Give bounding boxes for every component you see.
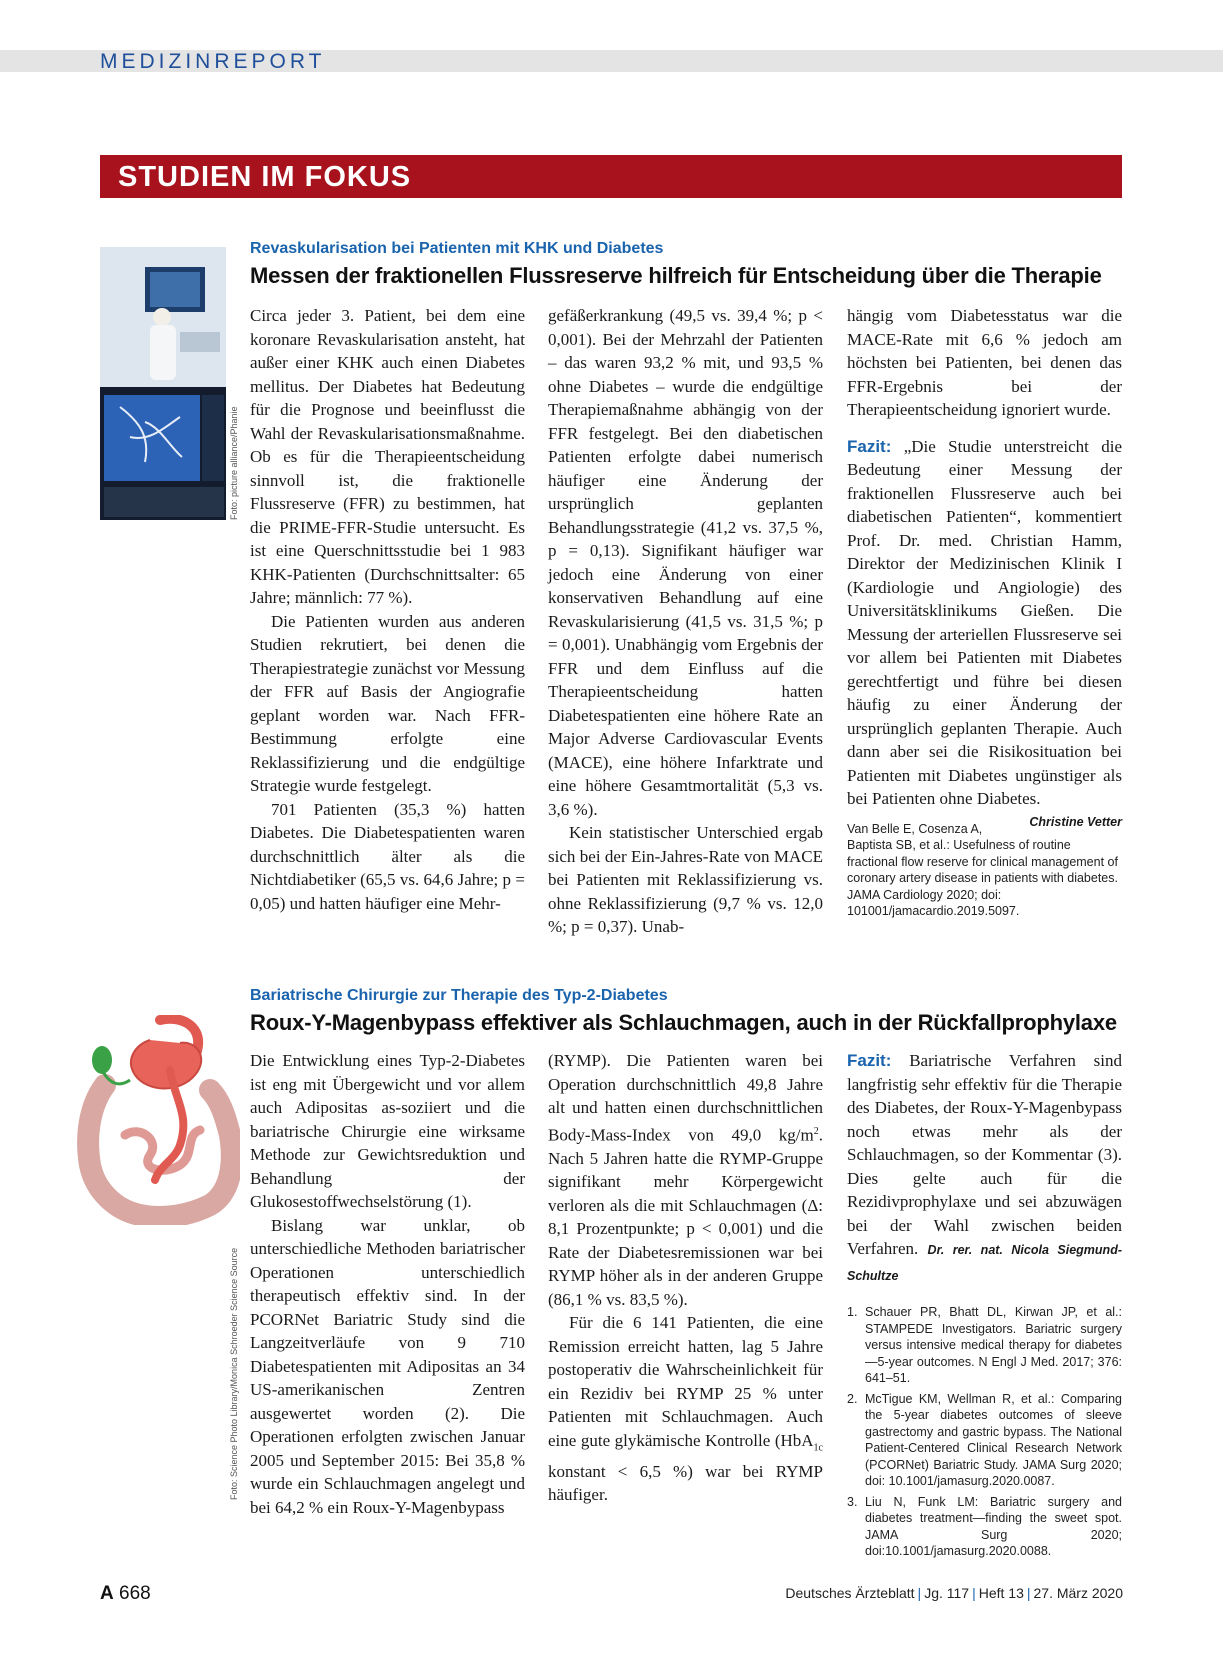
article1-photo-credit: Foto: picture alliance/Phanie xyxy=(229,406,239,520)
article1-fazit xyxy=(847,435,1123,829)
reference-text: Liu N, Funk LM: Bariatric surgery and diabetes treatment—finding the sweet spot. JAMA Surg 2020; doi:10.1001/jamasurg.2020.0088. xyxy=(865,1494,1122,1558)
page-prefix: A xyxy=(100,1583,114,1604)
article2-author: Dr. rer. nat. Nicola Siegmund-Schultze xyxy=(847,1243,1122,1283)
article1-fazit-text: „Die Studie unterstreicht die Bedeutung einer Messung der fraktionellen Flussreserve auch bei diabetischen Patienten“, kommentiert Prof. Dr. med. Christian Hamm, Direktor der Medizinischen Klinik I (Kardiologie und Angiologie) des Universitätsklinikums Gießen. Die Messung der arteriellen Flussreserve sei vor allem bei Patienten mit Diabetes gerechtfertigt und führe bei diesen häufig zu einer Änderung der ursprünglich geplanten Therapie. Auch dann aber sei die Risikosituation bei Patienten mit Diabetes ungünstiger als bei Patienten ohne Diabetes. xyxy=(847,436,1123,808)
reference-item xyxy=(847,1494,1122,1560)
gastric-bypass-illustration xyxy=(70,1015,240,1225)
article2-col1-paragraph: Die Entwicklung eines Typ-2-Diabetes ist eng mit Übergewicht und vor allem auch Adipositas as-soziiert und die bariatrische Chirurgie eine wirksame Methode zur Gewichtsreduktion und Behandlung der Glukosestoffwechselstörung (1). xyxy=(250,1051,525,1211)
article1-author: Christine Vetter xyxy=(1029,814,1122,829)
reference-number: 3. xyxy=(847,1494,858,1509)
reference-text: Schauer PR, Bhatt DL, Kirwan JP, et al.: STAMPEDE Investigators. Bariatric surgery versus intensive medical therapy for diabetes—5-year outcomes. N Engl J Med. 2017; 376: 641–51. xyxy=(865,1305,1122,1385)
article2-fazit-text: Bariatrische Verfahren sind langfristig sehr effektiv für die Therapie des Diabetes, der Roux-Y-Magenbypass noch etwas mehr als der Schlauchmagen, so der Kommentar (3). Dies gelte auch für die Rezidivprophylaxe und sei abzuwägen bei der Wahl zwischen beiden Verfahren. xyxy=(847,1051,1122,1258)
article1-col2-paragraph: gefäßerkrankung (49,5 vs. 39,4 %; p < 0,001). Bei der Mehrzahl der Patienten – das waren 93,2 % mit, und 93,5 % ohne Diabetes – wurde die endgültige Therapiemaßnahme abhängig von der FFR festgelegt. Bei den diabetischen Patienten erfolgte dabei numerisch häufiger eine Änderung der ursprünglich geplanten Behandlungsstrategie (41,2 vs. 37,5 %, p = 0,13). Signifikant häufiger war jedoch eine Änderung von einer konservativen Behandlung auf eine Revaskularisierung (41,5 vs. 31,5 %; p = 0,001). Unabhängig vom Ergebnis der FFR und dem Einfluss auf die Therapieentscheidung hatten Diabetespatienten eine höhere Rate an Major Adverse Cardiovascular Events (MACE), eine höhere Infarktrate und eine höhere Gesamtmortalität (5,3 vs. 3,6 %). xyxy=(548,306,823,819)
article2-col2-text: Für die 6 141 Patienten, die eine Remission erreicht hatten, lag 5 Jahre postoperativ die Wahrscheinlichkeit für ein Rezidiv bei RYMP 25 % unter Patienten mit Schlauchmagen. Auch eine gute glykämische Kontrolle (HbA xyxy=(548,1313,823,1450)
article1-col1-paragraph: Die Patienten wurden aus anderen Studien rekrutiert, bei denen die Therapiestrategie zunächst vor Messung der FFR auf Basis der Angiografie geplant worden war. Nach FFR-Bestimmung erfolgte eine Reklassifizierung und die endgültige Strategie wurde festgelegt. xyxy=(250,611,525,795)
journal-footer xyxy=(785,1585,1123,1601)
article2-fazit xyxy=(847,1049,1122,1288)
separator: | xyxy=(1026,1585,1031,1601)
reference-item xyxy=(847,1391,1122,1490)
section-banner xyxy=(100,155,1122,198)
superscript: 2 xyxy=(813,1125,819,1137)
article2-col2-text: konstant < 6,5 %) war bei RYMP häufiger. xyxy=(548,1461,823,1505)
article2-fazit-label: Fazit: xyxy=(847,1051,892,1070)
article2-col2-paragraph xyxy=(548,1049,823,1311)
article1-headline: Messen der fraktionellen Flussreserve hilfreich für Entscheidung über die Therapie xyxy=(250,263,1102,288)
journal-date: 27. März 2020 xyxy=(1033,1585,1123,1601)
journal-issue: Heft 13 xyxy=(978,1585,1024,1601)
reference-text: McTigue KM, Wellman R, et al.: Comparing the 5-year diabetes outcomes of sleeve gastrectomy and gastric bypass. The National Patient-Centered Clinical Research Network (PCORNet) Bariatric Study. JAMA Surg 2020; doi: 10.1001/jamasurg.2020.0087. xyxy=(865,1391,1122,1488)
article2-reference-list xyxy=(847,1304,1122,1560)
article2-column-2 xyxy=(548,1049,823,1507)
article2-photo-credit: Foto: Science Photo Library/Monica Schroeder Science Source xyxy=(229,1247,239,1500)
cath-lab-photo-illustration xyxy=(100,247,226,520)
article2-kicker: Bariatrische Chirurgie zur Therapie des Typ-2-Diabetes xyxy=(250,987,668,1004)
article2-col2-text: (RYMP). Die Patienten waren bei Operation durchschnittlich 49,8 Jahre alt und hatten einen durchschnittlichen Body-Mass-Index von 49,0 kg/m xyxy=(548,1051,823,1145)
reference-number: 1. xyxy=(847,1305,858,1319)
article2-column-3 xyxy=(847,1049,1122,1564)
journal-name: Deutsches Ärzteblatt xyxy=(785,1585,915,1601)
reference-number: 2. xyxy=(847,1391,858,1406)
article1-column-2 xyxy=(548,304,823,939)
article2-headline: Roux-Y-Magenbypass effektiver als Schlauchmagen, auch in der Rückfallprophylaxe xyxy=(250,1010,1117,1035)
article1-reference: Van Belle E, Cosenza A, Baptista SB, et al.: Usefulness of routine fractional flow reserve for clinical management of coronary artery disease in patients with diabetes. JAMA Cardiology 2020; doi: 101001/jamacardio.2019.5097. xyxy=(847,821,1118,918)
article2-col2-text: . Nach 5 Jahren hatte die RYMP-Gruppe signifikant mehr Körpergewicht verloren als die mit Schlauchmagen (Δ: 8,1 Prozentpunkte; p < 0,001) und die Rate der Diabetesremissionen war bei RYMP höher als in der anderen Gruppe (86,1 % vs. 83,5 %). xyxy=(548,1125,823,1309)
article1-col2-paragraph: Kein statistischer Unterschied ergab sich bei der Ein-Jahres-Rate von MACE bei Patienten mit Reklassifizierung vs. ohne Reklassifizierung (9,7 % vs. 12,0 %; p = 0,37). Unab- xyxy=(548,823,823,936)
page-number-value: 668 xyxy=(119,1583,151,1604)
article1-col1-paragraph: 701 Patienten (35,3 %) hatten Diabetes. Die Diabetespatienten waren durchschnittlich älter als die Nichtdiabetiker (65,5 vs. 64,6 Jahre; p = 0,05) und hatten häufiger eine Mehr- xyxy=(250,799,525,913)
banner-title: STUDIEN IM FOKUS xyxy=(118,161,412,193)
article1-col3-intro: hängig vom Diabetesstatus war die MACE-Rate mit 6,6 % jedoch am höchsten bei Patienten, bei denen das FFR-Ergebnis bei der Therapieentscheidung ignoriert wurde. xyxy=(847,306,1122,419)
article2-column-1 xyxy=(250,1049,525,1519)
article1-kicker: Revaskularisation bei Patienten mit KHK und Diabetes xyxy=(250,240,664,257)
reference-item xyxy=(847,1304,1122,1387)
section-label: MEDIZINREPORT xyxy=(100,50,326,73)
subscript: 1c xyxy=(813,1442,823,1454)
page-number xyxy=(100,1583,151,1605)
separator: | xyxy=(917,1585,922,1601)
article1-col1-paragraph: Circa jeder 3. Patient, bei dem eine koronare Revaskularisation ansteht, hat außer einer KHK auch einen Diabetes mellitus. Der Diabetes hat Bedeutung für die Prognose und beeinflusst die Wahl der Revaskularisationsmaßnahme. Ob es für die Therapieentscheidung sinnvoll ist, die fraktionelle Flussreserve (FFR) zu bestimmen, hat die PRIME-FFR-Studie untersucht. Es ist eine Querschnittsstudie bei 1 983 KHK-Patienten (Durchschnittsalter: 65 Jahre; männlich: 77 %). xyxy=(250,306,525,607)
article1-column-1 xyxy=(250,304,525,915)
article2-col2-paragraph xyxy=(548,1311,823,1506)
journal-volume: Jg. 117 xyxy=(924,1585,970,1601)
article1-column-3 xyxy=(847,304,1122,920)
article2-col1-paragraph: Bislang war unklar, ob unterschiedliche Methoden bariatrischer Operationen unterschiedlich therapeutisch effektiv sind. In der PCORNet Bariatric Study sind die Langzeitverläufe von 9 710 Diabetespatienten mit Adipositas an 34 US-amerikanischen Zentren ausgewertet worden (2). Die Operationen erfolgten zwischen Januar 2005 und September 2015: Bei 35,8 % wurde ein Schlauchmagen angelegt und bei 64,2 % ein Roux-Y-Magenbypass xyxy=(250,1215,525,1517)
article1-photo xyxy=(100,247,226,520)
separator: | xyxy=(972,1585,976,1601)
article1-fazit-label: Fazit: xyxy=(847,436,892,456)
